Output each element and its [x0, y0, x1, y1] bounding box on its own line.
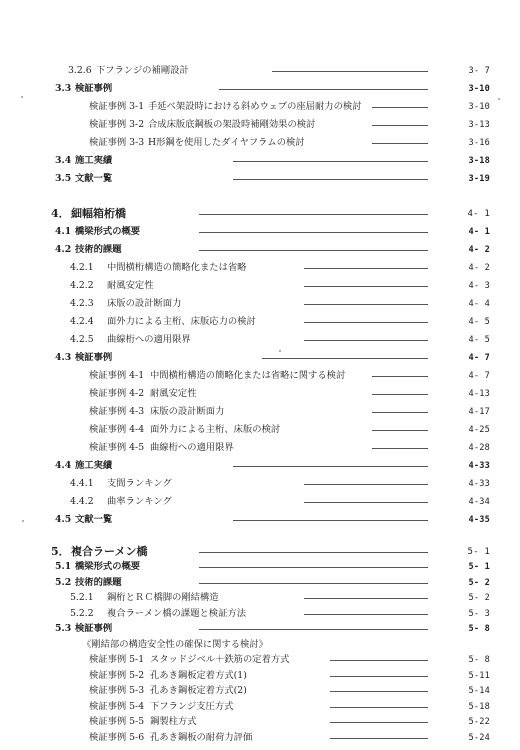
page-number: 5- 2 — [468, 593, 490, 604]
entry-title: 手延べ架設時における斜めウェブの座屈耐力の検討 — [148, 101, 362, 112]
entry-number: 4.5 — [55, 514, 72, 525]
entry-title: 中間横桁構造の簡略化または省略 — [107, 262, 247, 273]
entry-number: 3.5 — [55, 173, 72, 184]
leader-line — [233, 466, 428, 467]
entry-number: 5． — [51, 545, 70, 558]
page-number: 4- 7 — [468, 371, 490, 381]
leader-line — [304, 614, 428, 615]
entry-number: 検証事例 4-4 — [89, 424, 145, 435]
leader-line — [233, 161, 428, 162]
entry-title: 下フランジ支圧方式 — [150, 700, 234, 712]
leader-line — [199, 214, 428, 215]
leader-line — [199, 567, 428, 568]
chapter-entry — [0, 544, 520, 560]
chapter-entry — [0, 206, 520, 222]
page-number: 5- 3 — [468, 608, 490, 619]
entry-title: 施工実績 — [75, 155, 113, 166]
entry-number: 5.2.1 — [70, 592, 94, 604]
entry-number: 5.1 — [55, 561, 72, 573]
toc-entry — [0, 683, 520, 699]
toc-entry — [0, 135, 520, 151]
entry-number: 検証事例 5-5 — [89, 716, 145, 728]
entry-title: H形鋼を使用したダイヤフラムの検討 — [148, 137, 305, 148]
entry-title: 技術的課題 — [75, 576, 122, 588]
entry-number: 検証事例 4-5 — [89, 442, 145, 453]
leader-line — [372, 143, 428, 144]
entry-number: 検証事例 5-3 — [89, 685, 145, 697]
entry-number: 4.2.3 — [70, 298, 94, 309]
entry-number: 4.1 — [55, 226, 72, 237]
page-number: 5-22 — [468, 717, 490, 728]
section-entry — [0, 242, 520, 258]
section-entry — [0, 350, 520, 366]
toc-entry — [0, 440, 520, 456]
leader-line — [304, 322, 428, 323]
toc-entry — [0, 404, 520, 420]
entry-title: 橋梁形式の概要 — [75, 561, 141, 573]
entry-number: 検証事例 5-4 — [89, 700, 145, 712]
leader-line — [199, 232, 428, 233]
toc-entry — [0, 422, 520, 438]
toc-entry — [0, 63, 520, 79]
entry-title: 孔あき鋼板定着方式(1) — [150, 669, 247, 681]
page-number: 3-16 — [468, 138, 490, 148]
group-note — [0, 637, 520, 653]
leader-line — [233, 520, 428, 521]
entry-title: 中間横桁構造の簡略化または省略に関する検討 — [150, 370, 346, 381]
entry-title: 合成床版底鋼板の架設時補剛効果の検討 — [148, 119, 316, 130]
entry-title: 文献一覧 — [75, 173, 113, 184]
page-number: 3-19 — [468, 174, 490, 184]
leader-line — [372, 376, 428, 377]
page-number: 5-14 — [468, 686, 490, 697]
section-entry — [0, 512, 520, 528]
entry-number: 3.4 — [55, 155, 72, 166]
entry-number: 検証事例 3-2 — [89, 119, 145, 130]
entry-title: 曲線桁への適用限界 — [150, 442, 234, 453]
toc-entry — [0, 386, 520, 402]
entry-title: 面外力による主桁、床版の検討 — [150, 424, 281, 435]
leader-line — [304, 268, 428, 269]
page-number: 4-35 — [468, 515, 490, 525]
leader-line — [330, 722, 428, 723]
page-number: 5-24 — [468, 732, 490, 743]
entry-title: 検証事例 — [75, 623, 113, 635]
toc-entry — [0, 332, 520, 348]
toc-entry — [0, 652, 520, 668]
leader-line — [330, 738, 428, 739]
entry-title: 床版の設計断面力 — [107, 298, 182, 309]
entry-title: スタッドジベル＋鉄筋の定着方式 — [150, 654, 290, 666]
entry-number: 3.2.6 — [68, 65, 92, 76]
page-number: 3-13 — [468, 120, 490, 130]
entry-number: 5.2 — [55, 576, 72, 588]
section-entry — [0, 224, 520, 240]
toc-entry — [0, 117, 520, 133]
page-number: 4- 1 — [468, 227, 490, 237]
toc-entry — [0, 494, 520, 510]
toc-entry — [0, 730, 520, 746]
section-entry — [0, 458, 520, 474]
page-number: 4-28 — [468, 443, 490, 453]
entry-number: 4.2.4 — [70, 316, 94, 327]
leader-line — [330, 707, 428, 708]
entry-number: 4.4.1 — [70, 478, 94, 489]
entry-number: 検証事例 3-1 — [89, 101, 145, 112]
leader-line — [330, 676, 428, 677]
leader-line — [199, 552, 428, 553]
entry-number: 検証事例 4-3 — [89, 406, 145, 417]
section-entry — [0, 153, 520, 169]
leader-line — [372, 107, 428, 108]
leader-line — [272, 71, 428, 72]
toc-entry — [0, 278, 520, 294]
toc-entry — [0, 590, 520, 606]
entry-number: 3.3 — [55, 83, 72, 94]
leader-line — [199, 583, 428, 584]
page-number: 3-10 — [468, 84, 490, 94]
entry-title: 検証事例 — [75, 352, 113, 363]
scan-speck — [498, 98, 500, 100]
toc-entry — [0, 699, 520, 715]
entry-title: 細幅箱桁橋 — [71, 207, 126, 220]
page-number: 5-18 — [468, 701, 490, 712]
page-number: 3-10 — [468, 102, 490, 112]
entry-number: 検証事例 4-2 — [89, 388, 145, 399]
entry-number: 4.4.2 — [70, 496, 94, 507]
page-number: 4-34 — [468, 497, 490, 507]
entry-title: 曲率ランキング — [107, 496, 172, 507]
leader-line — [304, 502, 428, 503]
scan-speck — [22, 520, 24, 522]
leader-line — [304, 598, 428, 599]
toc-entry — [0, 668, 520, 684]
entry-number: 検証事例 5-6 — [89, 731, 145, 743]
entry-number: 5.3 — [55, 623, 72, 635]
page-number: 5- 1 — [467, 547, 490, 557]
section-entry — [0, 559, 520, 575]
entry-title: 技術的課題 — [75, 244, 122, 255]
page-number: 4-33 — [468, 479, 490, 489]
entry-title: 下フランジの補剛設計 — [96, 65, 189, 76]
leader-line — [304, 484, 428, 485]
entry-title: 複合ラーメン橋 — [71, 545, 148, 558]
entry-number: 5.2.2 — [70, 607, 94, 619]
page-number: 5- 8 — [468, 624, 490, 635]
page-number: 3- 7 — [468, 66, 490, 76]
section-entry — [0, 621, 520, 637]
entry-number: 検証事例 3-3 — [89, 137, 145, 148]
page-number: 4-25 — [468, 425, 490, 435]
toc-entry — [0, 314, 520, 330]
leader-line — [262, 358, 428, 359]
entry-title: 検証事例 — [75, 83, 113, 94]
leader-line — [219, 89, 428, 90]
toc-entry — [0, 714, 520, 730]
leader-line — [372, 125, 428, 126]
toc-entry — [0, 296, 520, 312]
page-number: 4- 4 — [468, 299, 490, 309]
leader-line — [372, 412, 428, 413]
entry-number: 4.2 — [55, 244, 72, 255]
entry-title: 曲線桁への適用限界 — [107, 334, 191, 345]
entry-title: 橋梁形式の概要 — [75, 226, 141, 237]
scan-speck — [21, 96, 23, 98]
entry-title: 文献一覧 — [75, 514, 113, 525]
leader-line — [233, 179, 428, 180]
leader-line — [304, 304, 428, 305]
page-number: 5-11 — [468, 670, 490, 681]
entry-title: 孔あき鋼板定着方式(2) — [150, 685, 247, 697]
entry-title: 施工実績 — [75, 460, 113, 471]
leader-line — [330, 691, 428, 692]
toc-entry — [0, 476, 520, 492]
page-number: 4- 5 — [468, 335, 490, 345]
entry-title: 複合ラーメン橋の課題と検証方法 — [107, 607, 246, 619]
entry-number: 4.2.5 — [70, 334, 94, 345]
entry-title: 鋼製柱方式 — [150, 716, 197, 728]
page-number: 4-33 — [468, 461, 490, 471]
leader-line — [304, 340, 428, 341]
toc-entry — [0, 260, 520, 276]
leader-line — [372, 448, 428, 449]
page-number: 4- 2 — [468, 263, 490, 273]
page-number: 4- 7 — [468, 353, 490, 363]
leader-line — [372, 430, 428, 431]
toc-entry — [0, 606, 520, 622]
page-number: 5- 8 — [468, 655, 490, 666]
leader-line — [199, 629, 428, 630]
entry-title: 床版の設計断面力 — [150, 406, 225, 417]
page-number: 4- 5 — [468, 317, 490, 327]
entry-title: 耐風安定性 — [150, 388, 197, 399]
leader-line — [330, 660, 428, 661]
page-number: 4- 2 — [468, 245, 490, 255]
page-number: 4- 1 — [467, 209, 490, 219]
entry-title: 耐風安定性 — [107, 280, 154, 291]
entry-number: 4.4 — [55, 460, 72, 471]
page-number: 5- 2 — [468, 577, 490, 588]
entry-number: 4.2.1 — [70, 262, 94, 273]
entry-title: 孔あき鋼板の耐荷力評価 — [150, 731, 253, 743]
scan-speck — [279, 350, 281, 352]
section-entry — [0, 81, 520, 97]
entry-title: 《剛結部の構造安全性の確保に関する検討》 — [82, 638, 268, 650]
entry-number: 検証事例 5-2 — [89, 669, 145, 681]
toc-entry — [0, 99, 520, 115]
page-number: 4-13 — [468, 389, 490, 399]
leader-line — [372, 394, 428, 395]
page-number: 5- 1 — [468, 562, 490, 573]
entry-title: 支間ランキング — [107, 478, 172, 489]
section-entry — [0, 171, 520, 187]
entry-number: 検証事例 4-1 — [89, 370, 145, 381]
toc-entry — [0, 368, 520, 384]
entry-number: 4.2.2 — [70, 280, 94, 291]
section-entry — [0, 575, 520, 591]
entry-title: 鋼桁とＲＣ橋脚の剛結構造 — [107, 592, 219, 604]
page-number: 4- 3 — [468, 281, 490, 291]
entry-title: 面外力による主桁、床版応力の検討 — [107, 316, 256, 327]
entry-number: 4.3 — [55, 352, 72, 363]
leader-line — [304, 286, 428, 287]
page-number: 4-17 — [468, 407, 490, 417]
leader-line — [199, 250, 428, 251]
entry-number: 4． — [51, 207, 70, 220]
page-number: 3-18 — [468, 156, 490, 166]
entry-number: 検証事例 5-1 — [89, 654, 145, 666]
